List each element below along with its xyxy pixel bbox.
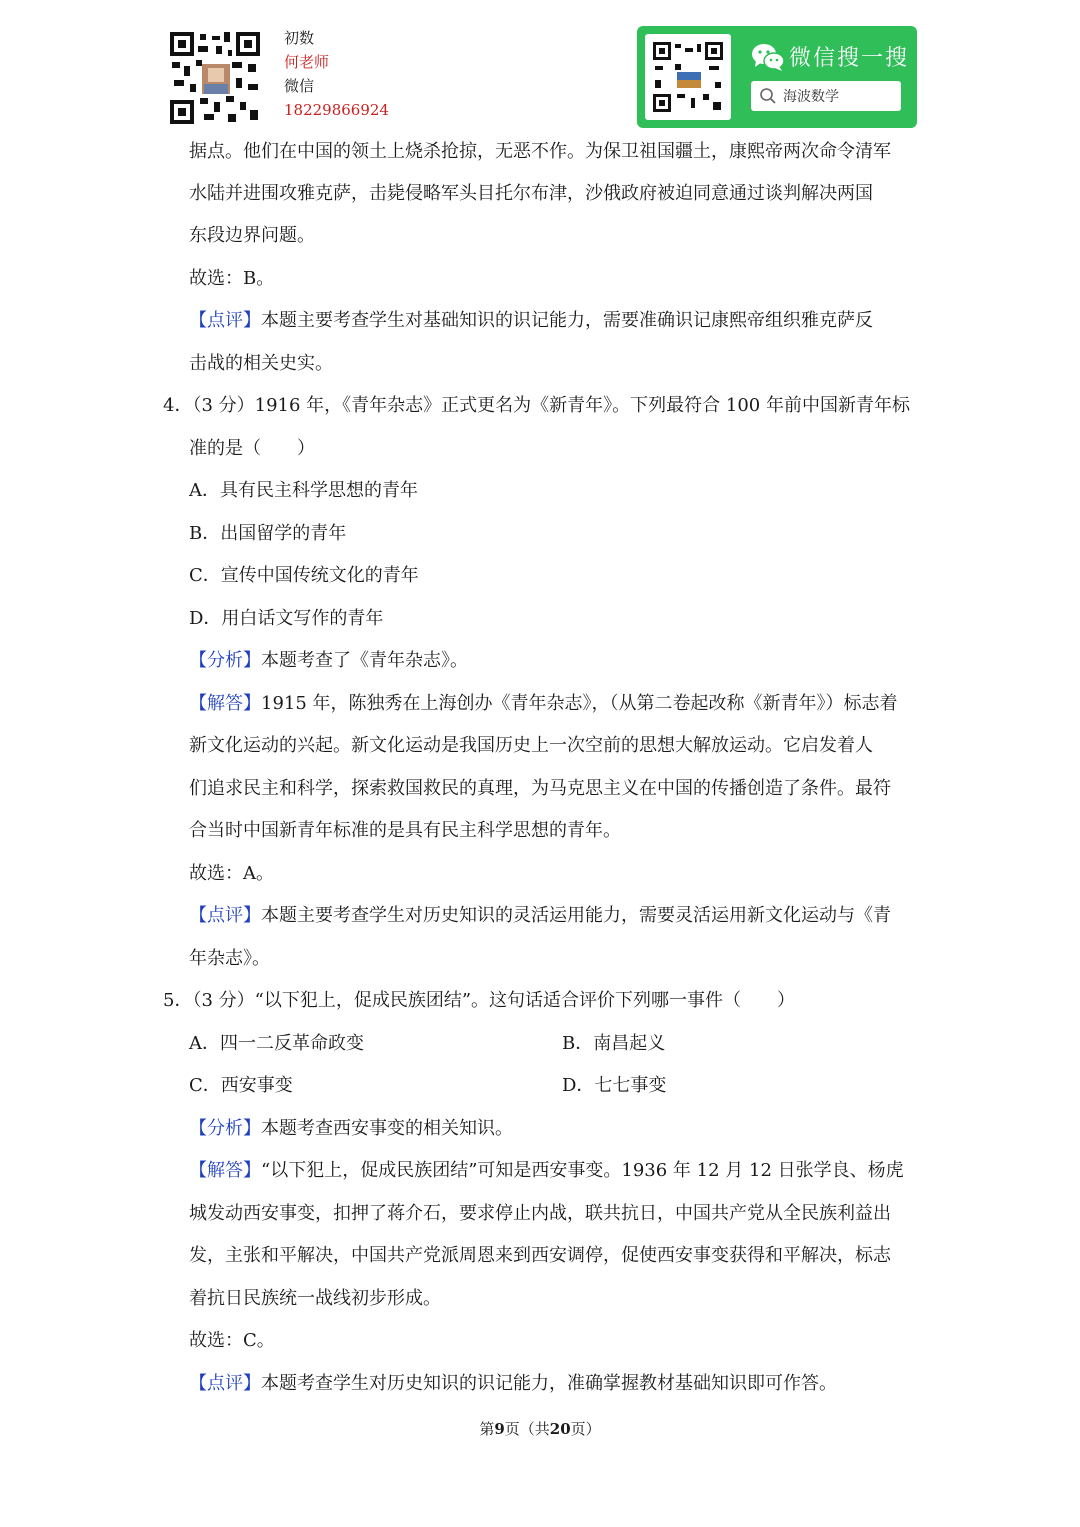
q4-option-c: C．宣传中国传统文化的青年 xyxy=(189,565,419,586)
review-tag: 【点评】 xyxy=(189,1373,261,1394)
q5-number: 5． xyxy=(163,990,193,1011)
q5-answer-line: 着抗日民族统一战线初步形成。 xyxy=(189,1288,441,1309)
q3-choice: 故选：B。 xyxy=(189,268,275,289)
contact-name: 何老师 xyxy=(284,53,330,71)
analysis-tag: 【分析】 xyxy=(189,650,261,671)
page-footer xyxy=(0,1418,1080,1439)
wechat-search-box[interactable] xyxy=(751,81,901,111)
q5-answer-line: 城发动西安事变，扣押了蒋介石，要求停止内战，联共抗日，中国共产党从全民族利益出 xyxy=(189,1203,891,1224)
q3-explanation-line: 东段边界问题。 xyxy=(189,225,315,246)
wechat-qr-code xyxy=(645,34,731,120)
contact-wechat-label: 微信 xyxy=(284,77,315,95)
analysis-tag: 【分析】 xyxy=(189,1118,261,1139)
review-tag: 【点评】 xyxy=(189,905,261,926)
contact-subject: 初数 xyxy=(284,29,315,47)
q3-review-cont: 击战的相关史实。 xyxy=(189,353,333,374)
q4-answer xyxy=(189,692,898,716)
wechat-search-card xyxy=(637,26,917,128)
footer-suffix: 页） xyxy=(570,1420,601,1438)
total-page-count: 20 xyxy=(549,1420,571,1438)
answer-tag: 【解答】 xyxy=(189,1160,261,1181)
q5-option-b: B．南昌起义 xyxy=(562,1033,666,1054)
q5-review xyxy=(189,1372,837,1396)
review-text: 本题主要考查学生对基础知识的识记能力，需要准确识记康熙帝组织雅克萨反 xyxy=(261,310,873,331)
footer-prefix: 第 xyxy=(479,1420,495,1438)
q4-choice: 故选：A。 xyxy=(189,863,274,884)
q4-stem xyxy=(163,394,910,418)
teacher-qr-code xyxy=(170,32,260,124)
q4-analysis xyxy=(189,649,468,673)
q3-explanation-line: 水陆并进围攻雅克萨，击毙侵略军头目托尔布津，沙俄政府被迫同意通过谈判解决两国 xyxy=(189,183,873,204)
answer-text: “以下犯上，促成民族团结”可知是西安事变。1936 年 12 月 12 日张学良、杨虎 xyxy=(261,1160,904,1181)
current-page-number: 9 xyxy=(494,1420,505,1438)
review-tag: 【点评】 xyxy=(189,310,261,331)
footer-middle: 页（共 xyxy=(504,1420,550,1438)
answer-tag: 【解答】 xyxy=(189,693,261,714)
q4-stem-cont: 准的是（ ） xyxy=(189,438,315,459)
review-text: 本题主要考查学生对历史知识的灵活运用能力，需要灵活运用新文化运动与《青 xyxy=(261,905,891,926)
q4-answer-line: 合当时中国新青年标准的是具有民主科学思想的青年。 xyxy=(189,820,621,841)
q5-answer xyxy=(189,1159,904,1183)
analysis-text: 本题考查西安事变的相关知识。 xyxy=(261,1118,513,1139)
q4-stem-text: （3 分）1916 年，《青年杂志》正式更名为《新青年》。下列最符合 100 年前中国新青年标 xyxy=(192,395,910,416)
q4-review xyxy=(189,904,891,928)
q5-stem xyxy=(163,989,795,1013)
search-icon xyxy=(759,87,777,105)
q4-option-d: D．用白话文写作的青年 xyxy=(189,608,384,629)
q3-review xyxy=(189,309,873,333)
wechat-search-title: 微信搜一搜 xyxy=(789,46,910,71)
wechat-logo-icon xyxy=(751,42,785,76)
q4-answer-line: 们追求民主和科学，探索救国救民的真理，为马克思主义在中国的传播创造了条件。最符 xyxy=(189,778,891,799)
q5-option-a: A．四一二反革命政变 xyxy=(189,1033,364,1054)
q4-review-cont: 年杂志》。 xyxy=(189,948,270,969)
q4-number: 4． xyxy=(163,395,193,416)
q4-option-b: B．出国留学的青年 xyxy=(189,523,347,544)
answer-text: 1915 年，陈独秀在上海创办《青年杂志》，（从第二卷起改称《新青年》）标志着 xyxy=(261,693,898,714)
q5-analysis xyxy=(189,1117,513,1141)
q5-stem-text: （3 分）“以下犯上，促成民族团结”。这句话适合评价下列哪一事件（ ） xyxy=(192,990,796,1011)
review-text: 本题考查学生对历史知识的识记能力，准确掌握教材基础知识即可作答。 xyxy=(261,1373,837,1394)
contact-phone: 18229866924 xyxy=(284,101,389,119)
q4-answer-line: 新文化运动的兴起。新文化运动是我国历史上一次空前的思想大解放运动。它启发着人 xyxy=(189,735,873,756)
q4-option-a: A．具有民主科学思想的青年 xyxy=(189,480,418,501)
q5-option-d: D．七七事变 xyxy=(562,1075,667,1096)
wechat-search-query: 海波数学 xyxy=(783,89,839,105)
q3-explanation-line: 据点。他们在中国的领土上烧杀抢掠，无恶不作。为保卫祖国疆土，康熙帝两次命令清军 xyxy=(189,141,891,162)
teacher-contact xyxy=(284,26,389,122)
analysis-text: 本题考查了《青年杂志》。 xyxy=(261,650,468,671)
q5-option-c: C．西安事变 xyxy=(189,1075,293,1096)
q5-answer-line: 发，主张和平解决，中国共产党派周恩来到西安调停，促使西安事变获得和平解决，标志 xyxy=(189,1245,891,1266)
q5-choice: 故选：C。 xyxy=(189,1330,275,1351)
